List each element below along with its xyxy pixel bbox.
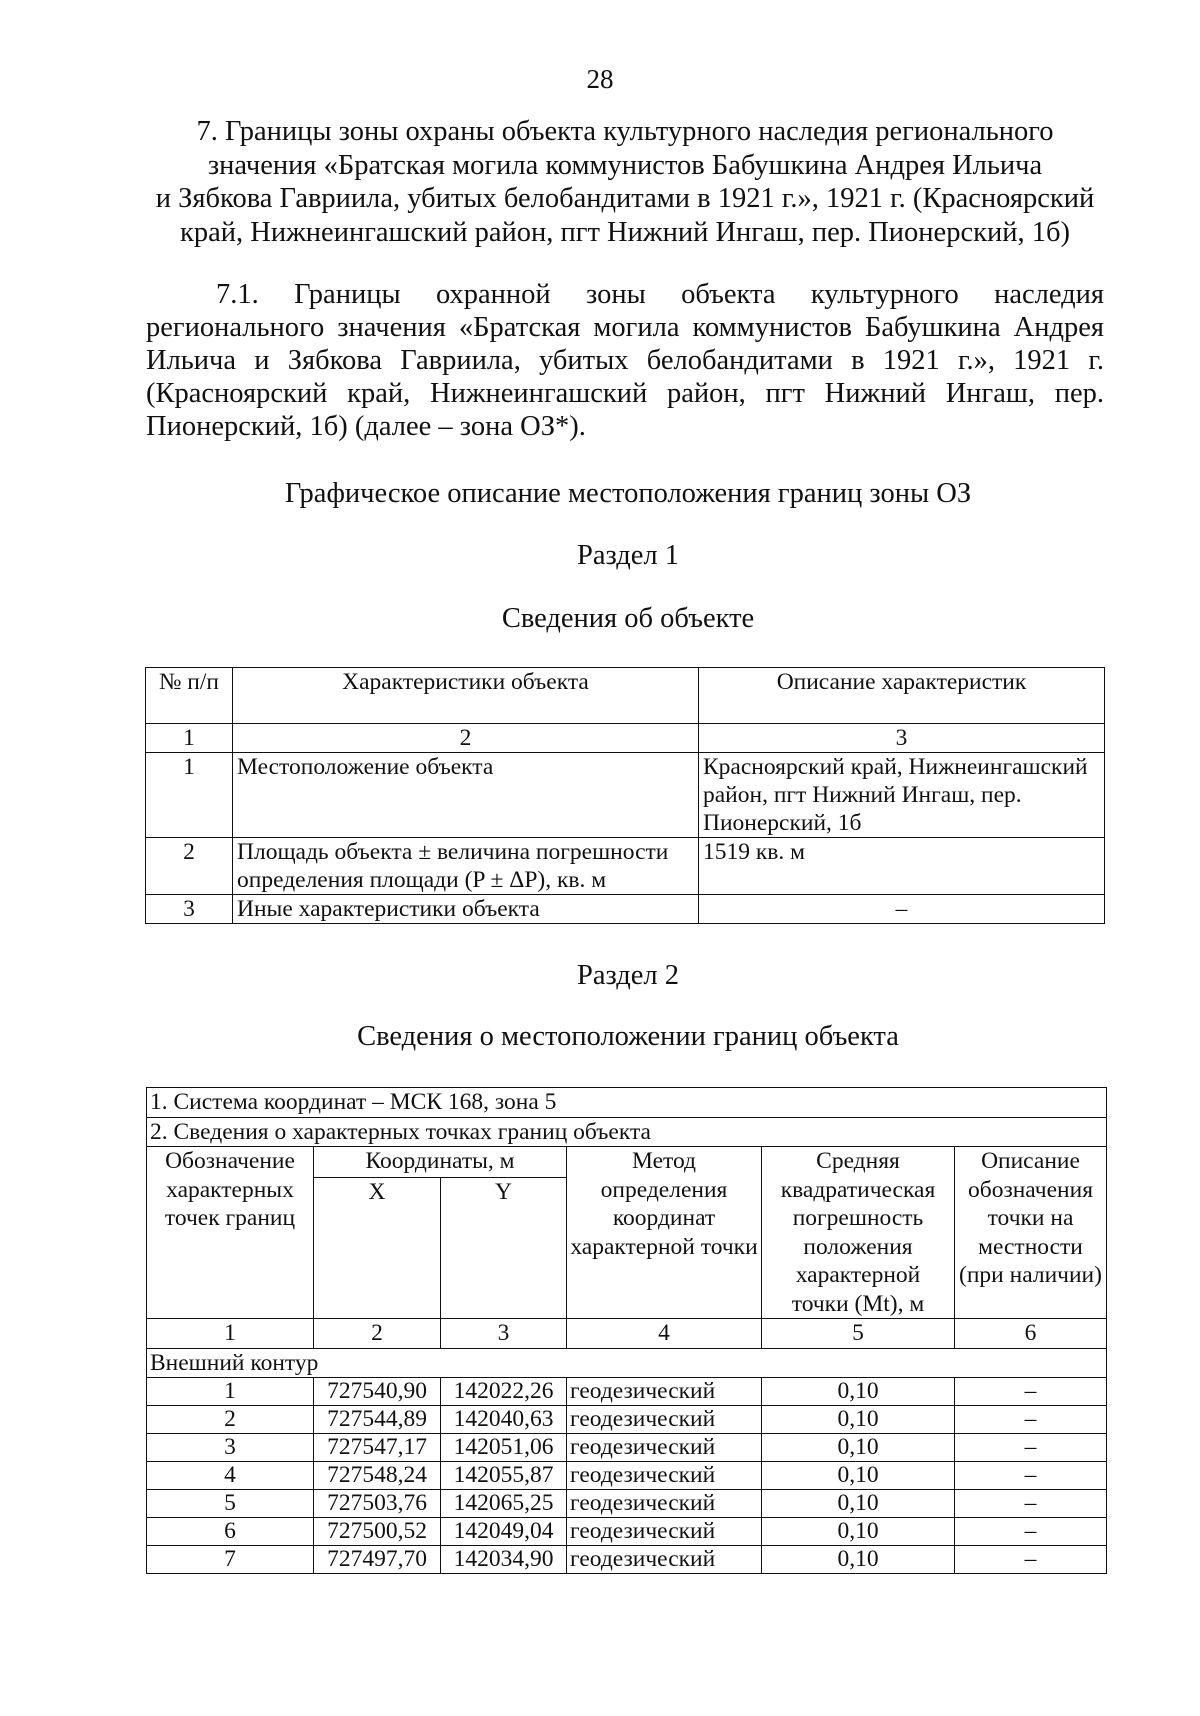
- point-id: 7: [147, 1546, 314, 1574]
- row-name: Площадь объекта ± величина погрешности определения площади (P ± ΔP), кв. м: [233, 838, 699, 895]
- table-row: [147, 1490, 1107, 1518]
- point-description: –: [955, 1434, 1107, 1462]
- table-row: [146, 753, 1105, 838]
- header-description: Описание характеристик: [699, 668, 1105, 724]
- point-error: 0,10: [762, 1490, 955, 1518]
- header-method: Метод определения координат характерной точки: [567, 1147, 762, 1319]
- header-characteristics: Характеристики объекта: [233, 668, 699, 724]
- points-header-row: [147, 1117, 1107, 1147]
- numbering-cell: 5: [762, 1319, 955, 1349]
- point-y: 142051,06: [441, 1434, 567, 1462]
- point-description: –: [955, 1546, 1107, 1574]
- numbering-cell: 6: [955, 1319, 1107, 1349]
- table-header-row: [146, 668, 1105, 724]
- row-description: –: [699, 895, 1105, 924]
- header-y: Y: [441, 1178, 567, 1319]
- numbering-cell: 2: [233, 724, 699, 753]
- heading-line: значения «Братская могила коммунистов Бабушкина Андрея Ильича: [207, 149, 1043, 181]
- point-description: –: [955, 1378, 1107, 1406]
- numbering-cell: 1: [146, 724, 233, 753]
- point-y: 142055,87: [441, 1462, 567, 1490]
- row-name: Местоположение объекта: [233, 753, 699, 838]
- numbering-cell: 1: [147, 1319, 314, 1349]
- point-error: 0,10: [762, 1518, 955, 1546]
- table-numbering-row: [146, 724, 1105, 753]
- section2-title: Раздел 2: [577, 960, 679, 991]
- section2-subtitle: Сведения о местоположении границ объекта: [357, 1021, 899, 1052]
- zone-paragraph-text: 7.1. Границы охранной зоны объекта культурного наследия регионального значения «Братская могила коммунистов Бабушкина Андрея Ильича и Зябкова Гавриила, убитых белобандитами в 1921 г.», 1921 г. (Красноярский край, Нижнеингашский район, пгт Нижний Ингаш, пер. Пионерский, 1б) (далее – зона ОЗ*).: [146, 279, 1104, 442]
- section1-title: Раздел 1: [577, 540, 679, 571]
- table-row: [147, 1518, 1107, 1546]
- zone-paragraph: [146, 278, 1104, 443]
- header-error: Средняя квадратическая погрешность положения характерной точки (Mt), м: [762, 1147, 955, 1319]
- section-heading: [150, 115, 1100, 249]
- table-row: [147, 1406, 1107, 1434]
- header-point: Обозначение характерных точек границ: [147, 1147, 314, 1319]
- point-method: геодезический: [567, 1490, 762, 1518]
- point-id: 3: [147, 1434, 314, 1462]
- point-description: –: [955, 1462, 1107, 1490]
- point-y: 142040,63: [441, 1406, 567, 1434]
- table-row: [147, 1378, 1107, 1406]
- table-row: [147, 1462, 1107, 1490]
- point-y: 142049,04: [441, 1518, 567, 1546]
- table-row: [147, 1546, 1107, 1574]
- table-numbering-row: [147, 1319, 1107, 1349]
- point-x: 727544,89: [314, 1406, 441, 1434]
- point-description: –: [955, 1490, 1107, 1518]
- point-method: геодезический: [567, 1406, 762, 1434]
- point-error: 0,10: [762, 1434, 955, 1462]
- row-number: 2: [146, 838, 233, 895]
- point-error: 0,10: [762, 1378, 955, 1406]
- heading-line: 7. Границы зоны охраны объекта культурного наследия регионального: [196, 116, 1054, 147]
- point-method: геодезический: [567, 1546, 762, 1574]
- points-header: 2. Сведения о характерных точках границ объекта: [147, 1117, 1107, 1147]
- header-number: № п/п: [146, 668, 233, 724]
- point-error: 0,10: [762, 1406, 955, 1434]
- row-description: 1519 кв. м: [699, 838, 1105, 895]
- heading-line: край, Нижнеингашский район, пгт Нижний Ингаш, пер. Пионерский, 1б): [180, 216, 1070, 248]
- point-id: 6: [147, 1518, 314, 1546]
- row-number: 1: [146, 753, 233, 838]
- heading-line: и Зябкова Гавриила, убитых белобандитами в 1921 г.», 1921 г. (Красноярский: [155, 183, 1095, 214]
- boundary-points-table: [146, 1087, 1107, 1574]
- header-coordinates: Координаты, м: [314, 1147, 567, 1178]
- point-method: геодезический: [567, 1378, 762, 1406]
- point-x: 727548,24: [314, 1462, 441, 1490]
- point-error: 0,10: [762, 1462, 955, 1490]
- point-x: 727500,52: [314, 1518, 441, 1546]
- row-number: 3: [146, 895, 233, 924]
- coord-system-row: [147, 1088, 1107, 1118]
- section1-subtitle: Сведения об объекте: [501, 603, 755, 634]
- header-x: X: [314, 1178, 441, 1319]
- point-description: –: [955, 1406, 1107, 1434]
- point-method: геодезический: [567, 1518, 762, 1546]
- table-row: [146, 838, 1105, 895]
- object-info-table: [145, 667, 1105, 924]
- point-x: 727497,70: [314, 1546, 441, 1574]
- numbering-cell: 2: [314, 1319, 441, 1349]
- point-id: 5: [147, 1490, 314, 1518]
- graphic-title: Графическое описание местоположения границ зоны ОЗ: [284, 478, 972, 509]
- point-y: 142022,26: [441, 1378, 567, 1406]
- table-header-row: [147, 1147, 1107, 1178]
- point-y: 142034,90: [441, 1546, 567, 1574]
- table-row: [147, 1434, 1107, 1462]
- point-id: 2: [147, 1406, 314, 1434]
- point-x: 727540,90: [314, 1378, 441, 1406]
- contour-label: Внешний контур: [147, 1348, 1107, 1378]
- row-description: Красноярский край, Нижнеингашский район, пгт Нижний Ингаш, пер. Пионерский, 1б: [699, 753, 1105, 838]
- numbering-cell: 3: [441, 1319, 567, 1349]
- point-method: геодезический: [567, 1462, 762, 1490]
- point-method: геодезический: [567, 1434, 762, 1462]
- page-number: 28: [586, 64, 614, 94]
- point-error: 0,10: [762, 1546, 955, 1574]
- numbering-cell: 4: [567, 1319, 762, 1349]
- point-y: 142065,25: [441, 1490, 567, 1518]
- point-id: 4: [147, 1462, 314, 1490]
- numbering-cell: 3: [699, 724, 1105, 753]
- point-id: 1: [147, 1378, 314, 1406]
- point-x: 727503,76: [314, 1490, 441, 1518]
- contour-row: [147, 1348, 1107, 1378]
- table-row: [146, 895, 1105, 924]
- coord-system: 1. Система координат – МСК 168, зона 5: [147, 1088, 1107, 1118]
- row-name: Иные характеристики объекта: [233, 895, 699, 924]
- header-description: Описание обозначения точки на местности (при наличии): [955, 1147, 1107, 1319]
- point-description: –: [955, 1518, 1107, 1546]
- point-x: 727547,17: [314, 1434, 441, 1462]
